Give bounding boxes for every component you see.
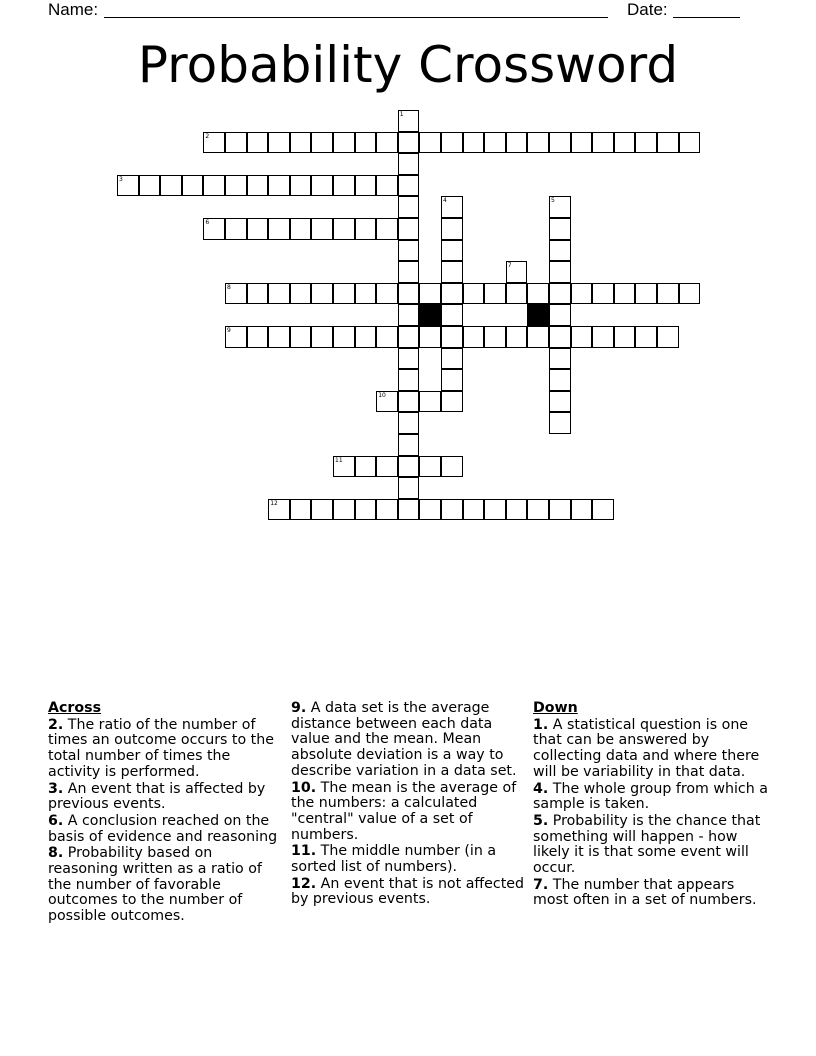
crossword-cell[interactable] <box>333 283 355 305</box>
crossword-cell[interactable] <box>203 175 225 197</box>
crossword-cell[interactable] <box>333 326 355 348</box>
crossword-cell[interactable] <box>592 283 614 305</box>
crossword-cell[interactable] <box>355 456 377 478</box>
crossword-cell[interactable] <box>592 326 614 348</box>
crossword-cell[interactable] <box>355 326 377 348</box>
crossword-cell[interactable] <box>290 218 312 240</box>
crossword-cell[interactable] <box>225 175 247 197</box>
crossword-cell[interactable] <box>398 240 420 262</box>
crossword-cell[interactable] <box>333 175 355 197</box>
crossword-cell[interactable] <box>441 391 463 413</box>
crossword-cell[interactable] <box>398 412 420 434</box>
crossword-cell[interactable] <box>484 283 506 305</box>
crossword-cell[interactable] <box>571 132 593 154</box>
crossword-cell[interactable] <box>506 261 528 283</box>
crossword-cell[interactable] <box>679 132 701 154</box>
crossword-cell[interactable] <box>506 132 528 154</box>
crossword-cell[interactable] <box>549 348 571 370</box>
date-label: Date: <box>627 0 668 19</box>
crossword-cell[interactable] <box>549 326 571 348</box>
down-clue-1: 1. A statistical question is one that can be answered by collecting data and where there will be variability in that data. <box>533 716 760 780</box>
crossword-cell[interactable] <box>398 326 420 348</box>
cell-clue-number: 8 <box>227 283 231 291</box>
crossword-cell[interactable] <box>398 477 420 499</box>
crossword-cell[interactable] <box>247 283 269 305</box>
page-title: Probability Crossword <box>137 36 679 94</box>
crossword-cell[interactable] <box>398 434 420 456</box>
crossword-cell[interactable] <box>657 132 679 154</box>
crossword-cell[interactable] <box>419 456 441 478</box>
crossword-cell[interactable] <box>268 218 290 240</box>
crossword-cell[interactable] <box>527 283 549 305</box>
cell-clue-number: 1 <box>399 111 404 118</box>
crossword-cell[interactable] <box>398 196 420 218</box>
crossword-cell[interactable] <box>679 283 701 305</box>
name-label: Name: <box>48 0 99 19</box>
crossword-cell[interactable] <box>441 261 463 283</box>
crossword-cell[interactable] <box>419 326 441 348</box>
crossword-cell[interactable] <box>355 218 377 240</box>
cell-clue-number: 2 <box>205 132 210 140</box>
crossword-cell[interactable] <box>484 326 506 348</box>
cell-clue-number: 6 <box>205 219 210 226</box>
across-clue-11: 11. The middle number (in a sorted list of numbers). <box>291 843 497 876</box>
down-heading: Down <box>533 700 578 716</box>
crossword-cell[interactable] <box>398 304 420 326</box>
crossword-cell[interactable] <box>419 499 441 521</box>
crossword-cell[interactable] <box>527 499 549 521</box>
crossword-cell[interactable] <box>398 175 420 197</box>
crossword-cell[interactable] <box>247 326 269 348</box>
across-clue-10: 10. The mean is the average of the numbers: a calculated "central" value of a set of numbers. <box>291 779 517 843</box>
across-clues-column <box>48 701 282 926</box>
crossword-cell[interactable] <box>311 283 333 305</box>
crossword-cell[interactable] <box>290 175 312 197</box>
crossword-cell[interactable] <box>657 283 679 305</box>
across-clue-2: 2. The ratio of the number of times an outcome occurs to the total number of times the activity is performed. <box>48 716 274 780</box>
crossword-cell[interactable] <box>398 283 420 305</box>
crossword-cell[interactable] <box>441 326 463 348</box>
crossword-cell[interactable] <box>290 132 312 154</box>
crossword-cell[interactable] <box>592 499 614 521</box>
crossword-cell[interactable] <box>225 218 247 240</box>
crossword-cell[interactable] <box>549 499 571 521</box>
cell-clue-number: 7 <box>507 262 512 270</box>
crossword-cell[interactable] <box>441 499 463 521</box>
crossword-cell[interactable] <box>398 218 420 240</box>
crossword-cell[interactable] <box>160 175 182 197</box>
crossword-cell[interactable] <box>311 326 333 348</box>
crossword-cell[interactable] <box>549 240 571 262</box>
crossword-cell[interactable] <box>376 456 398 478</box>
crossword-cell[interactable] <box>290 283 312 305</box>
across-clue-8: 8. Probability based on reasoning written as a ratio of the number of favorable outcomes to the number of possible outcomes. <box>48 845 262 925</box>
crossword-cell[interactable] <box>355 283 377 305</box>
crossword-cell[interactable] <box>614 283 636 305</box>
across-clue-9: 9. A data set is the average distance between each data value and the mean. Mean absolute deviation is a way to describe variation in a data set. <box>291 700 517 779</box>
crossword-cell[interactable] <box>549 304 571 326</box>
crossword-cell[interactable] <box>657 326 679 348</box>
crossword-cell[interactable] <box>463 283 485 305</box>
down-clue-7: 7. The number that appears most often in a set of numbers. <box>533 876 757 909</box>
across-heading: Across <box>48 700 102 716</box>
crossword-cell[interactable] <box>376 283 398 305</box>
crossword-cell[interactable] <box>333 456 355 478</box>
crossword-cell[interactable] <box>182 175 204 197</box>
crossword-cell[interactable] <box>376 326 398 348</box>
across-clues-column-2 <box>291 701 527 909</box>
crossword-cell[interactable] <box>484 499 506 521</box>
crossword-cell[interactable] <box>571 283 593 305</box>
crossword-cell[interactable] <box>614 132 636 154</box>
crossword-cell[interactable] <box>333 132 355 154</box>
crossword-cell[interactable] <box>441 132 463 154</box>
crossword-cell[interactable] <box>441 196 463 218</box>
crossword-cell[interactable] <box>355 499 377 521</box>
crossword-cell[interactable] <box>527 326 549 348</box>
crossword-cell[interactable] <box>247 218 269 240</box>
crossword-cell[interactable] <box>376 499 398 521</box>
crossword-cell[interactable] <box>376 132 398 154</box>
crossword-cell[interactable] <box>635 132 657 154</box>
across-clue-6: 6. A conclusion reached on the basis of evidence and reasoning <box>48 812 278 845</box>
crossword-cell[interactable] <box>549 283 571 305</box>
crossword-cell[interactable] <box>441 456 463 478</box>
crossword-cell[interactable] <box>225 283 247 305</box>
crossword-cell[interactable] <box>419 283 441 305</box>
crossword-cell[interactable] <box>225 326 247 348</box>
crossword-cell[interactable] <box>441 218 463 240</box>
crossword-cell[interactable] <box>247 175 269 197</box>
crossword-cell[interactable] <box>311 499 333 521</box>
crossword-cell[interactable] <box>398 110 420 132</box>
crossword-cell[interactable] <box>268 283 290 305</box>
across-clue-12: 12. An event that is not affected by previous events. <box>291 875 524 908</box>
crossword-cell[interactable] <box>635 283 657 305</box>
across-clue-3: 3. An event that is affected by previous events. <box>48 780 266 813</box>
crossword-cell[interactable] <box>268 175 290 197</box>
crossword-cell[interactable] <box>268 132 290 154</box>
crossword-cell[interactable] <box>355 132 377 154</box>
crossword-cell[interactable] <box>441 304 463 326</box>
cell-clue-number: 12 <box>270 499 278 507</box>
crossword-cell[interactable] <box>549 391 571 413</box>
crossword-cell[interactable] <box>311 218 333 240</box>
crossword-cell[interactable] <box>398 153 420 175</box>
crossword-cell[interactable] <box>484 132 506 154</box>
crossword-cell[interactable] <box>571 499 593 521</box>
crossword-cell[interactable] <box>441 283 463 305</box>
crossword-black-cell <box>527 304 549 326</box>
crossword-cell[interactable] <box>203 132 225 154</box>
crossword-cell[interactable] <box>333 499 355 521</box>
crossword-cell[interactable] <box>463 132 485 154</box>
crossword-cell[interactable] <box>398 499 420 521</box>
crossword-cell[interactable] <box>398 261 420 283</box>
crossword-cell[interactable] <box>441 348 463 370</box>
crossword-cell[interactable] <box>247 132 269 154</box>
crossword-cell[interactable] <box>549 261 571 283</box>
crossword-cell[interactable] <box>506 283 528 305</box>
crossword-cell[interactable] <box>398 132 420 154</box>
down-clue-4: 4. The whole group from which a sample is taken. <box>533 780 768 813</box>
cell-clue-number: 3 <box>119 175 123 183</box>
crossword-cell[interactable] <box>225 132 247 154</box>
crossword-cell[interactable] <box>419 391 441 413</box>
crossword-cell[interactable] <box>376 218 398 240</box>
crossword-cell[interactable] <box>635 326 657 348</box>
crossword-cell[interactable] <box>527 132 549 154</box>
cell-clue-number: 10 <box>378 391 386 399</box>
crossword-cell[interactable] <box>398 369 420 391</box>
crossword-cell[interactable] <box>290 499 312 521</box>
cell-clue-number: 5 <box>551 197 555 205</box>
crossword-cell[interactable] <box>139 175 161 197</box>
crossword-cell[interactable] <box>333 218 355 240</box>
crossword-cell[interactable] <box>549 218 571 240</box>
crossword-cell[interactable] <box>506 499 528 521</box>
crossword-cell[interactable] <box>268 499 290 521</box>
crossword-cell[interactable] <box>376 175 398 197</box>
crossword-cell[interactable] <box>376 391 398 413</box>
crossword-black-cell <box>419 304 441 326</box>
crossword-cell[interactable] <box>355 175 377 197</box>
crossword-cell[interactable] <box>549 196 571 218</box>
crossword-cell[interactable] <box>463 499 485 521</box>
crossword-cell[interactable] <box>398 348 420 370</box>
crossword-cell[interactable] <box>549 369 571 391</box>
crossword-cell[interactable] <box>311 175 333 197</box>
crossword-cell[interactable] <box>571 326 593 348</box>
crossword-cell[interactable] <box>203 218 225 240</box>
crossword-cell[interactable] <box>290 326 312 348</box>
crossword-cell[interactable] <box>592 132 614 154</box>
crossword-cell[interactable] <box>398 391 420 413</box>
crossword-cell[interactable] <box>398 456 420 478</box>
cell-clue-number: 9 <box>227 327 231 334</box>
crossword-cell[interactable] <box>268 326 290 348</box>
crossword-cell[interactable] <box>463 326 485 348</box>
crossword-cell[interactable] <box>419 132 441 154</box>
crossword-cell[interactable] <box>549 132 571 154</box>
crossword-cell[interactable] <box>311 132 333 154</box>
crossword-cell[interactable] <box>117 175 139 197</box>
crossword-cell[interactable] <box>549 412 571 434</box>
down-clue-5: 5. Probability is the chance that something will happen - how likely it is that some event will occur. <box>533 812 761 877</box>
crossword-cell[interactable] <box>614 326 636 348</box>
cell-clue-number: 4 <box>443 197 447 205</box>
down-clues-column <box>533 701 769 910</box>
crossword-cell[interactable] <box>506 326 528 348</box>
crossword-cell[interactable] <box>441 240 463 262</box>
cell-clue-number: 11 <box>335 456 343 464</box>
crossword-cell[interactable] <box>441 369 463 391</box>
